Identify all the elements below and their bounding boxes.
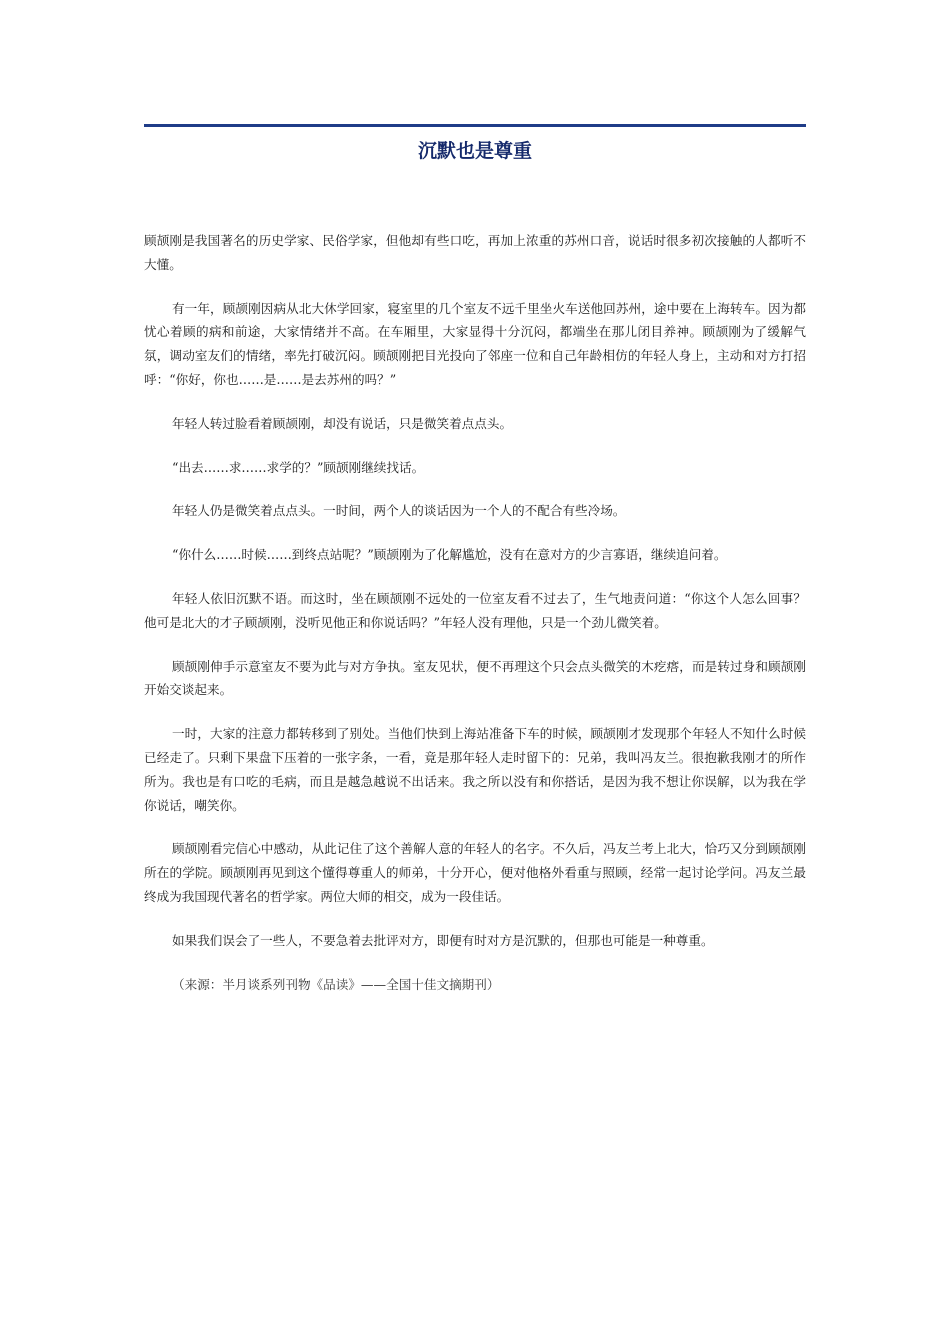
paragraph: “你什么……时候……到终点站呢？”顾颉刚为了化解尴尬，没有在意对方的少言寡语，继续追问着。 [172,547,727,563]
article-body [144,229,806,1016]
paragraph: 一时，大家的注意力都转移到了别处。当他们快到上海站准备下车的时候，顾颉刚才发现那个年轻人不知什么时候已经走了。只剩下果盘下压着的一张字条，一看，竟是那年轻人走时留下的：兄弟，我叫冯友兰。很抱歉我刚才的所作所为。我也是有口吃的毛病，而且是越急越说不出话来。我之所以没有和你搭话，是因为我不想让你误解，以为我在学你说话，嘲笑你。 [144,726,806,813]
paragraph: “出去……求……求学的？”顾颉刚继续找话。 [172,459,425,475]
paragraph-intro: 顾颉刚是我国著名的历史学家、民俗学家，但他却有些口吃，再加上浓重的苏州口音，说话时很多初次接触的人都听不大懂。 [144,233,806,272]
paragraph: 年轻人仍是微笑着点点头。一时间，两个人的谈话因为一个人的不配合有些冷场。 [172,503,626,519]
paragraph: 年轻人转过脸看着顾颉刚，却没有说话，只是微笑着点点头。 [172,415,513,431]
paragraph: 顾颉刚看完信心中感动，从此记住了这个善解人意的年轻人的名字。不久后，冯友兰考上北大，恰巧又分到顾颉刚所在的学院。顾颉刚再见到这个懂得尊重人的师弟，十分开心，便对他格外看重与照顾，经常一起讨论学问。冯友兰最终成为我国现代著名的哲学家。两位大师的相交，成为一段佳话。 [144,841,806,904]
paragraph-conclusion: 如果我们误会了一些人，不要急着去批评对方，即便有时对方是沉默的，但那也可能是一种尊重。 [172,932,714,948]
paragraph: 顾颉刚伸手示意室友不要为此与对方争执。室友见状，便不再理这个只会点头微笑的木疙瘩，而是转过身和顾颉刚开始交谈起来。 [144,658,806,698]
article-title: 沉默也是尊重 [417,140,532,162]
source-note: （来源：半月谈系列刊物《品读》——全国十佳文摘期刊） [172,976,500,992]
header-rule [144,124,806,127]
paragraph: 年轻人依旧沉默不语。而这时，坐在顾颉刚不远处的一位室友看不过去了，生气地责问道：“你这个人怎么回事？他可是北大的才子顾颉刚，没听见他正和你说话吗？”年轻人没有理他，只是一个劲儿微笑着。 [144,590,806,630]
paragraph: 有一年，顾颉刚因病从北大休学回家，寝室里的几个室友不远千里坐火车送他回苏州，途中要在上海转车。因为都忧心着顾的病和前途，大家情绪并不高。在车厢里，大家显得十分沉闷，都端坐在那儿闭目养神。顾颉刚为了缓解气氛，调动室友们的情绪，率先打破沉闷。顾颉刚把目光投向了邻座一位和自己年龄相仿的年轻人身上，主动和对方打招呼：“你好，你也……是……是去苏州的吗？” [144,300,806,387]
